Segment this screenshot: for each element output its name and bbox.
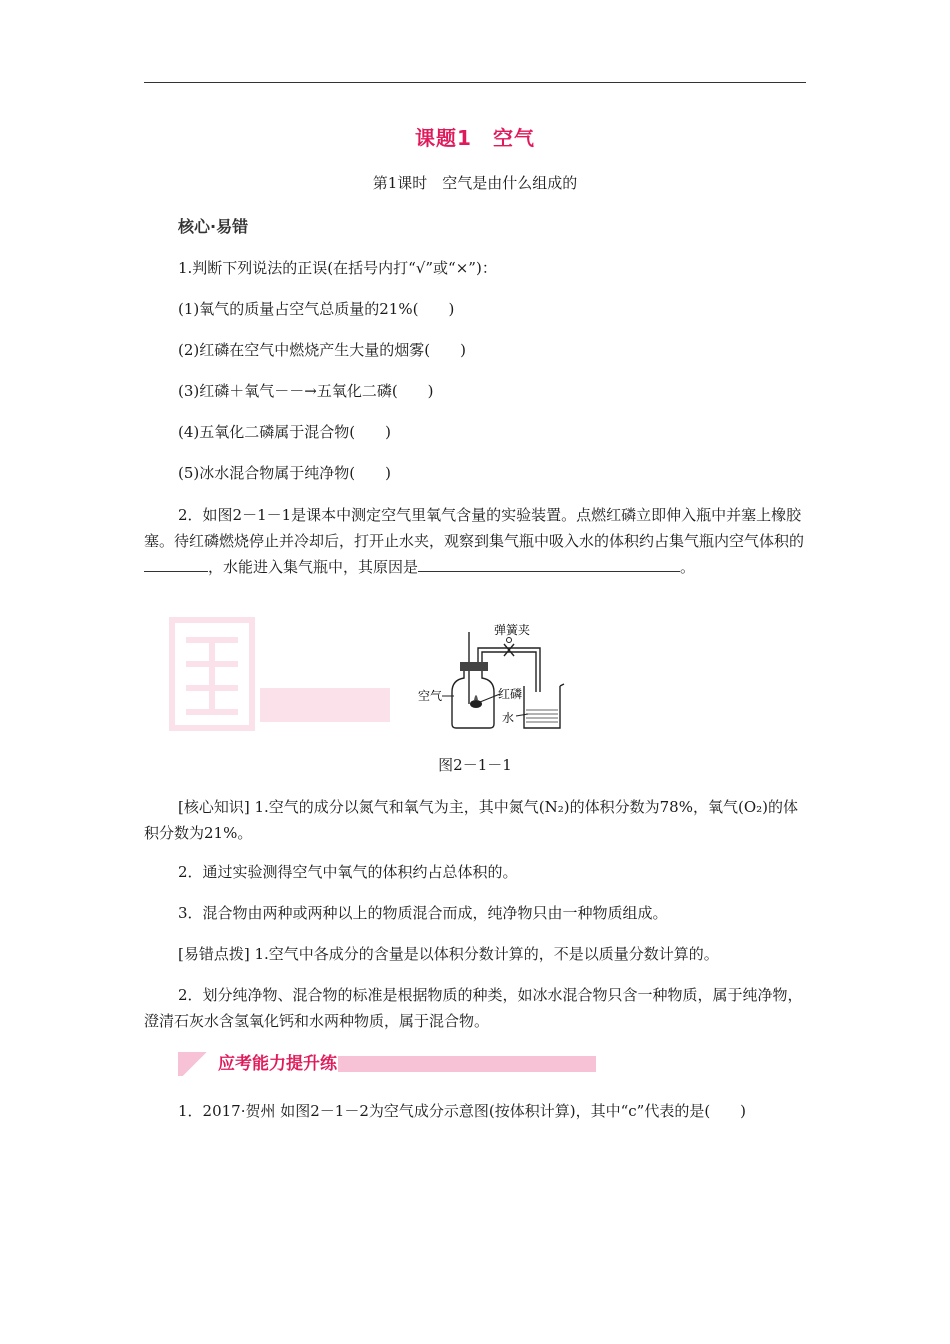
q2-blank-reason-cont[interactable] — [654, 556, 680, 572]
q1-item-4: (4)五氧化二磷属于混合物( ) — [178, 423, 391, 441]
core-knowledge-1: [核心知识] 1.空气的成分以氮气和氧气为主，其中氮气(N₂)的体积分数为78%，氧气(O₂)的体积分数为21%。 — [144, 798, 798, 842]
section-banner-practice — [178, 1052, 596, 1076]
section-heading-core: 核心·易错 — [178, 217, 249, 236]
q1-item-2: (2)红磷在空气中燃烧产生大量的烟雾( ) — [178, 341, 466, 359]
q2-text — [144, 502, 806, 580]
q3-text: 1．2017·贺州 如图2－1－2为空气成分示意图(按体积计算)，其中“c”代表的是( ) — [178, 1102, 747, 1120]
error-tip-1: [易错点拨] 1.空气中各成分的含量是以体积分数计算的，不是以质量分数计算的。 — [178, 945, 719, 963]
q2-blank-volume[interactable] — [144, 556, 208, 572]
label-phosphorus: 红磷 — [498, 687, 523, 701]
apparatus-figure — [410, 618, 580, 734]
banner-bar — [338, 1056, 596, 1072]
q2-blank-reason[interactable] — [418, 556, 654, 572]
error-tip-2: 2．划分纯净物、混合物的标准是根据物质的种类，如冰水混合物只含一种物质，属于纯净物，澄清石灰水含氢氧化钙和水两种物质，属于混合物。 — [144, 986, 803, 1030]
q1-item-5: (5)冰水混合物属于纯净物( ) — [178, 464, 391, 482]
banner-triangle — [178, 1052, 212, 1076]
figure-caption: 图2－1－1 — [438, 756, 512, 774]
core-knowledge-2: 2．通过实验测得空气中氧气的体积约占总体积的。 — [178, 863, 518, 881]
page-title: 课题1 空气 — [415, 126, 535, 150]
header-rule — [144, 82, 806, 83]
label-water: 水 — [502, 711, 515, 725]
lesson-subtitle: 第1课时 空气是由什么组成的 — [372, 174, 578, 192]
watermark-logo — [168, 616, 394, 732]
q2-part2: ，水能进入集气瓶中，其原因是 — [208, 558, 419, 576]
label-clamp: 弹簧夹 — [494, 623, 531, 637]
q1-stem: 1.判断下列说法的正误(在括号内打“√”或“×”)： — [178, 259, 497, 277]
section-heading-practice: 应考能力提升练 — [218, 1054, 337, 1074]
q1-item-3: (3)红磷＋氧气－－→五氧化二磷( ) — [178, 382, 434, 400]
q2-part1: 2．如图2－1－1是课本中测定空气里氧气含量的实验装置。点燃红磷立即伸入瓶中并塞上橡胶塞。待红磷燃烧停止并冷却后，打开止水夹，观察到集气瓶中吸入水的体积约占集气瓶内空气体积的 — [144, 506, 805, 550]
q1-item-1: (1)氧气的质量占空气总质量的21%( ) — [178, 300, 455, 318]
label-air: 空气 — [418, 689, 443, 703]
core-knowledge-3: 3．混合物由两种或两种以上的物质混合而成，纯净物只由一种物质组成。 — [178, 904, 668, 922]
q2-part3: 。 — [680, 558, 696, 576]
